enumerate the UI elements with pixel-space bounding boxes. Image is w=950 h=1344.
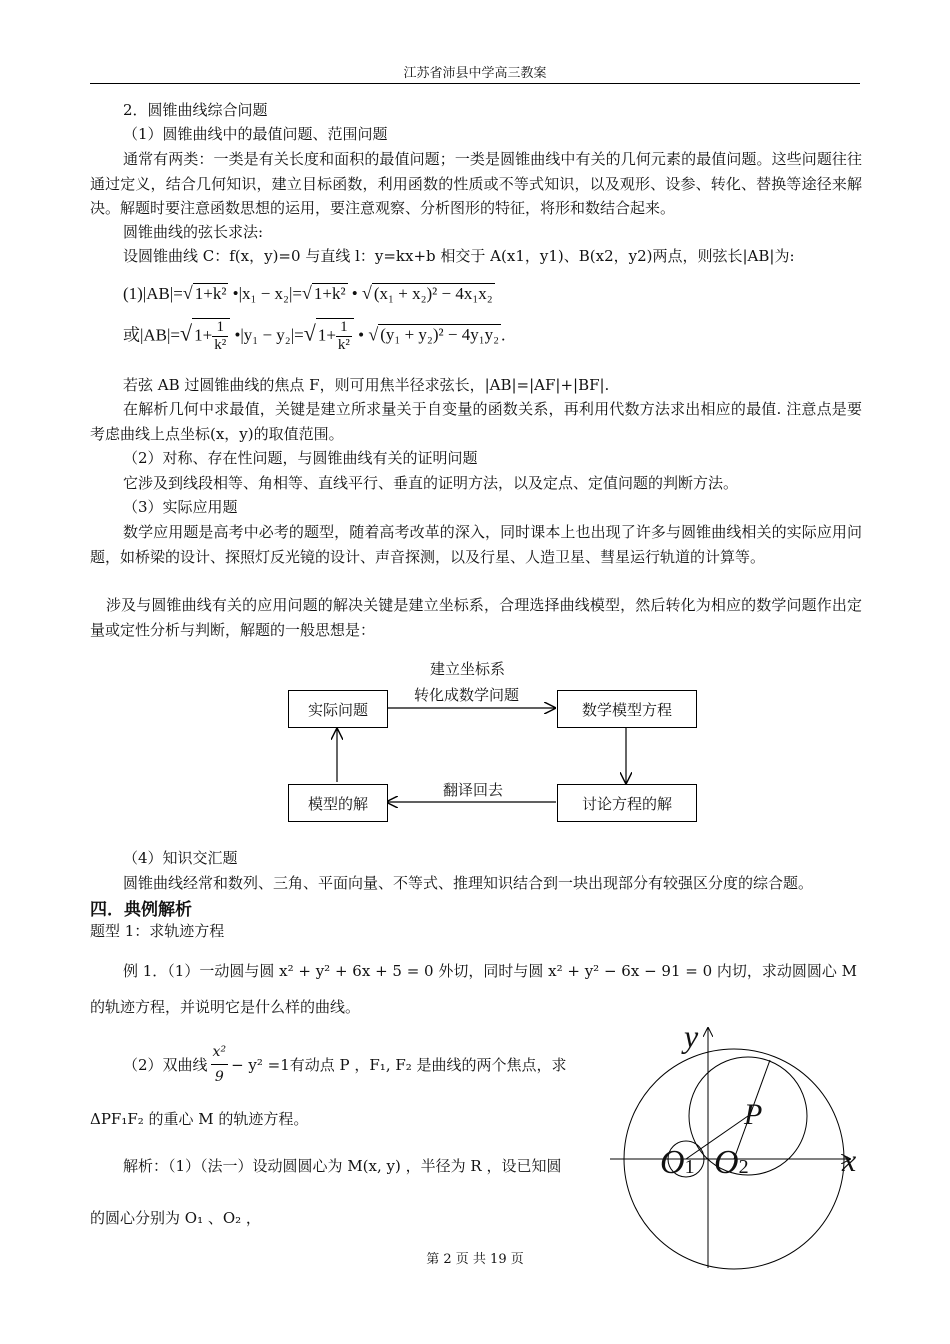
label-o1-sub: 1 bbox=[684, 1156, 695, 1178]
example-2-line-b: ΔPF₁F₂ 的重心 M 的轨迹方程。 bbox=[90, 1110, 309, 1128]
formula-1-dot: • bbox=[351, 284, 358, 303]
formula-2-end: . bbox=[501, 325, 506, 345]
label-o1-letter: O bbox=[660, 1144, 685, 1181]
circle-figure bbox=[610, 1018, 870, 1273]
subheading-3: （3）实际应用题 bbox=[123, 498, 238, 516]
label-o2 bbox=[714, 1144, 749, 1182]
paragraph-3: 它涉及到线段相等、角相等、直线平行、垂直的证明方法，以及定点、定值问题的判断方法。 bbox=[123, 474, 739, 492]
example-2-rest: − y² =1有动点 P ，F₁, F₂ 是曲线的两个焦点，求 bbox=[231, 1055, 567, 1074]
page-footer: 第 2 页 共 19 页 bbox=[426, 1252, 524, 1267]
example-1-line-b: 的轨迹方程，并说明它是什么样的曲线。 bbox=[90, 998, 361, 1016]
formula-2-prefix: 或|AB|= bbox=[123, 325, 181, 345]
box-actual-problem: 实际问题 bbox=[288, 690, 388, 728]
label-o2-letter: O bbox=[714, 1144, 739, 1181]
formula-2-frac-den-2: k² bbox=[337, 337, 350, 353]
paragraph-2: 在解析几何中求最值，关键是建立所求量关于自变量的函数关系，再利用代数方法求出相应的最值. 注意点是要考虑曲线上点坐标(x，y)的取值范围。 bbox=[90, 400, 862, 443]
example-2-frac-den: 9 bbox=[214, 1069, 224, 1085]
paragraph-5: 涉及与圆锥曲线有关的应用问题的解决关键是建立坐标系，合理选择曲线模型，然后转化为相应的数学问题作出定量或定性分析与判断，解题的一般思想是： bbox=[90, 596, 862, 639]
subheading-1: （1）圆锥曲线中的最值问题、范围问题 bbox=[123, 125, 388, 143]
label-convert: 转化成数学问题 bbox=[414, 686, 520, 704]
question-type-1: 题型 1：求轨迹方程 bbox=[90, 922, 225, 940]
label-translate-back: 翻译回去 bbox=[443, 781, 504, 799]
label-y: y bbox=[684, 1018, 699, 1054]
formula-2-root: (y₁ + y₂)² − 4y₁y₂ bbox=[380, 325, 500, 345]
example-1-line-a: 例 1．（1）一动圆与圆 x² + y² + 6x + 5 = 0 外切，同时与圆 x² + y² − 6x − 91 = 0 内切，求动圆圆心 M bbox=[123, 962, 858, 980]
example-2-frac-num: x² bbox=[211, 1040, 229, 1065]
formula-1-prefix: (1)|AB|= bbox=[123, 284, 183, 303]
formula-2-frac-num: 1 bbox=[212, 319, 228, 337]
box-discuss-equation: 讨论方程的解 bbox=[557, 784, 697, 822]
subheading-4: （4）知识交汇题 bbox=[123, 849, 238, 867]
solution-line-b: 的圆心分别为 O₁ 、O₂ ， bbox=[90, 1209, 261, 1227]
label-p: P bbox=[744, 1098, 763, 1131]
paragraph-4: 数学应用题是高考中必考的题型，随着高考改革的深入，同时课本上也出现了许多与圆锥曲线相关的实际应用问题，如桥梁的设计、探照灯反光镜的设计、声音探测，以及行星、人造卫星、彗星运行轨道的计算等。 bbox=[90, 523, 862, 566]
formula-2-frac-den: k² bbox=[214, 337, 227, 353]
formula-1-root-c: (x₁ + x₂)² − 4x₁x₂ bbox=[373, 284, 493, 303]
paragraph-6: 圆锥曲线经常和数列、三角、平面向量、不等式、推理知识结合到一块出现部分有较强区分度的综合题。 bbox=[123, 874, 814, 892]
header-rule bbox=[90, 83, 860, 84]
section-heading: 2．圆锥曲线综合问题 bbox=[123, 101, 268, 119]
formula-1-root-b: 1+k² bbox=[313, 284, 346, 303]
page-header: 江苏省沛县中学高三教案 bbox=[403, 66, 547, 81]
solution-line-a: 解析：（1）（法一）设动圆圆心为 M(x, y) ，半径为 R ，设已知圆 bbox=[123, 1157, 562, 1175]
formula-2-dot: • bbox=[358, 325, 365, 345]
box-math-model: 数学模型方程 bbox=[557, 690, 697, 728]
box-model-solution: 模型的解 bbox=[288, 784, 388, 822]
subheading-2: （2）对称、存在性问题，与圆锥曲线有关的证明问题 bbox=[123, 449, 478, 467]
label-o1 bbox=[660, 1144, 695, 1182]
label-o2-sub: 2 bbox=[738, 1156, 749, 1178]
paragraph-1: 通常有两类：一类是有关长度和面积的最值问题；一类是圆锥曲线中有关的几何元素的最值问题。这些问题往往通过定义，结合几何知识，建立目标函数，利用函数的性质或不等式知识，以及观形、设参、转化、替换等途径来解决。解题时要注意函数思想的运用，要注意观察、分析图形的特征，将形和数结合起来。 bbox=[90, 150, 862, 217]
formula-2: 或|AB|=√ 1+ $\frac{1}{\text{k²}}$ •|y₁ − y₂|=√ 1+ $\frac{1}{\text{k²}}$ • √ (y₁ + y₂)² − 4y₁y₂ . bbox=[123, 319, 506, 353]
example-2-prefix: （2）双曲线 bbox=[123, 1055, 208, 1074]
formula-2-frac-num-2: 1 bbox=[336, 319, 352, 337]
label-x: x bbox=[842, 1142, 857, 1178]
flowchart bbox=[270, 655, 710, 830]
formula-1-root-a: 1+k² bbox=[194, 284, 227, 303]
formula-2-mid: •|y₁ − y₂|= bbox=[234, 325, 304, 345]
section-4-heading: 四．典例解析 bbox=[90, 900, 192, 920]
chord-setup: 设圆锥曲线 C：f(x，y)=0 与直线 l：y=kx+b 相交于 A(x1，y1)、B(x2，y2)两点，则弦长|AB|为: bbox=[123, 247, 795, 265]
focal-chord-text: 若弦 AB 过圆锥曲线的焦点 F，则可用焦半径求弦长，|AB|=|AF|+|BF|. bbox=[123, 376, 610, 394]
formula-1-mid: •|x₁ − x₂|= bbox=[232, 284, 302, 303]
label-build-coords: 建立坐标系 bbox=[430, 660, 506, 678]
example-2-line-a bbox=[123, 1040, 567, 1089]
chord-title: 圆锥曲线的弦长求法: bbox=[123, 223, 264, 241]
formula-1: (1)|AB|=√ 1+k² •|x₁ − x₂|=√ 1+k² • √ (x₁ + x₂)² − 4x₁x₂ bbox=[123, 283, 493, 303]
